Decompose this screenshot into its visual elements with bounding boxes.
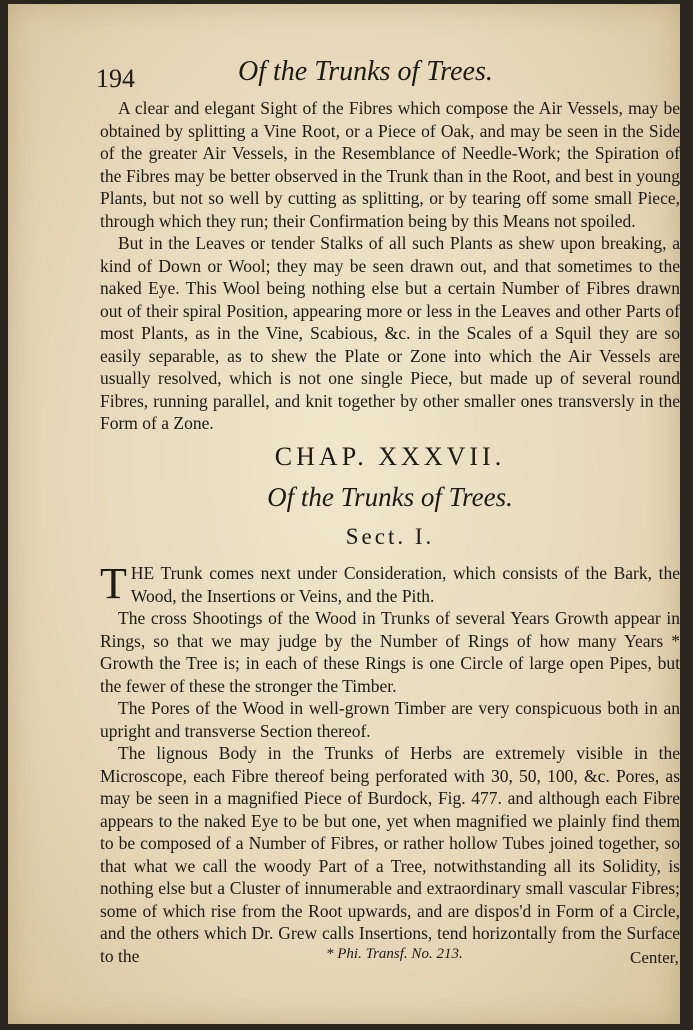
paragraph: But in the Leaves or tender Stalks of all such Plants as shew upon breaking, a kind of Down or Wool; they may be seen drawn out, and that sometimes to the naked Eye. This Wool being nothing else but a certain Number of Fibres drawn out of their spiral Position, appearing more or less in the Leaves and other Parts of most Plants, as in the Vine, Scabious, &c. in the Scales of a Squil they are so easily separable, as to shew the Plate or Zone into which the Air Vessels are usually resolved, which is not one single Piece, but made up of several round Fibres, running parallel, and knit together by other smaller ones transversly in the Form of a Zone. xyxy=(100,233,680,433)
paragraph: A clear and elegant Sight of the Fibres which compose the Air Vessels, may be obtained by splitting a Vine Root, or a Piece of Oak, and may be seen in the Side of the greater Air Vessels, in the Resemblance of Needle-Work; the Spiration of the Fibres may be better observed in the Trunk than in the Root, and best in young Plants, but not so well by cutting as splitting, or by tearing off some small Piece, through which they run; their Confirmation being by this Means not spoiled. xyxy=(100,98,680,231)
paragraph: The lignous Body in the Trunks of Herbs are extremely visible in the Microscope, each Fibre thereof being perforated with 30, 50, 100, &c. Pores, as may be seen in a magnified Piece of Burdock, Fig. 477. and although each Fibre appears to the naked Eye to be but one, yet when magnified we plainly find them to be composed of a Number of Fibres, or rather hollow Tubes joined together, so that what we call the woody Part of a Tree, notwithstanding all its Solidity, is nothing else but a Cluster of innumerable and extraordinary small vascular Fibres; some of which rise from the Root upwards, and are dispos'd in Form of a Circle, and the others which Dr. Grew calls Insertions, tend horizontally from the Surface to the xyxy=(100,743,680,966)
chapter-title: Of the Trunks of Trees. xyxy=(267,482,513,512)
section-heading: Sect. I. xyxy=(345,524,435,549)
page-header xyxy=(88,54,648,94)
chapter-heading: CHAP. XXXVII. xyxy=(274,442,506,471)
paragraph: The cross Shootings of the Wood in Trunks of several Years Growth appear in Rings, so that we may judge by the Number of Rings of how many Years * Growth the Tree is; in each of these Rings is one Circle of large open Pipes, but the fewer of these the stronger the Timber. xyxy=(100,608,680,696)
opening-text: HE Trunk comes next under Consideration, which consists of the Bark, the Wood, the Insertions or Veins, and the Pith. xyxy=(130,563,680,606)
catchword: Center, xyxy=(630,948,679,967)
body-text-top xyxy=(100,97,680,435)
running-title: Of the Trunks of Trees. xyxy=(238,56,493,87)
footnote: * Phi. Transf. No. 213. xyxy=(326,946,463,962)
book-page xyxy=(8,4,680,1024)
drop-capital: T xyxy=(100,559,127,608)
page-number: 194 xyxy=(96,64,135,93)
body-text-bottom xyxy=(100,559,680,967)
paragraph: The Pores of the Wood in well-grown Timber are very conspicuous both in an upright and transverse Section thereof. xyxy=(100,698,680,741)
opening-paragraph xyxy=(100,559,680,608)
